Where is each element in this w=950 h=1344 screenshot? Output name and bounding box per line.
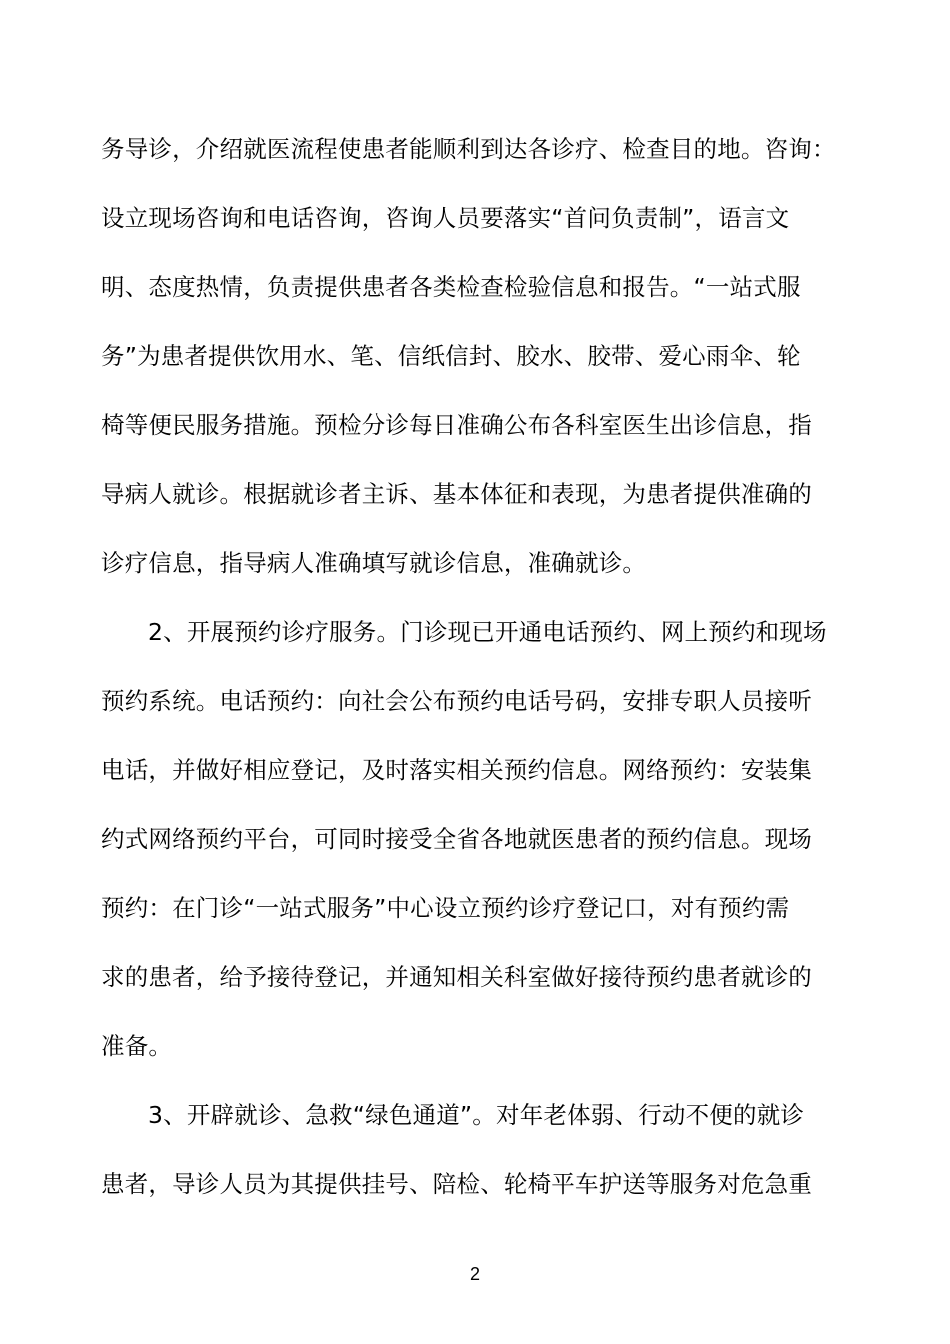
text-line: 患者，导诊人员为其提供挂号、陪检、轮椅平车护送等服务对危急重	[101, 1170, 812, 1198]
text-line: 明、态度热情，负责提供患者各类检查检验信息和报告。“一站式服	[101, 273, 801, 301]
text-line: 求的患者，给予接待登记，并通知相关科室做好接待预约患者就诊的	[101, 963, 812, 991]
text-line: 务导诊，介绍就医流程使患者能顺利到达各诊疗、检查目的地。咨询：	[101, 135, 836, 163]
text-line: 导病人就诊。根据就诊者主诉、基本体征和表现，为患者提供准确的	[101, 480, 812, 508]
text-line: 电话，并做好相应登记，及时落实相关预约信息。网络预约：安装集	[101, 756, 812, 784]
text-line: 准备。	[101, 1032, 173, 1060]
page-number: 2	[469, 1264, 480, 1284]
text-line: 预约系统。电话预约：向社会公布预约电话号码，安排专职人员接听	[101, 687, 812, 715]
text-line: 诊疗信息，指导病人准确填写就诊信息，准确就诊。	[101, 549, 647, 577]
text-line: 2、开展预约诊疗服务。门诊现已开通电话预约、网上预约和现场	[148, 618, 827, 646]
text-line: 设立现场咨询和电话咨询，咨询人员要落实“首问负责制”，语言文	[101, 204, 790, 232]
text-line: 3、开辟就诊、急救“绿色通道”。对年老体弱、行动不便的就诊	[148, 1101, 805, 1129]
text-line: 务”为患者提供饮用水、笔、信纸信封、胶水、胶带、爱心雨伞、轮	[101, 342, 801, 370]
text-line: 预约：在门诊“一站式服务”中心设立预约诊疗登记口，对有预约需	[101, 894, 790, 922]
text-line: 约式网络预约平台，可同时接受全省各地就医患者的预约信息。现场	[101, 825, 812, 853]
text-line: 椅等便民服务措施。预检分诊每日准确公布各科室医生出诊信息，指	[101, 411, 812, 439]
